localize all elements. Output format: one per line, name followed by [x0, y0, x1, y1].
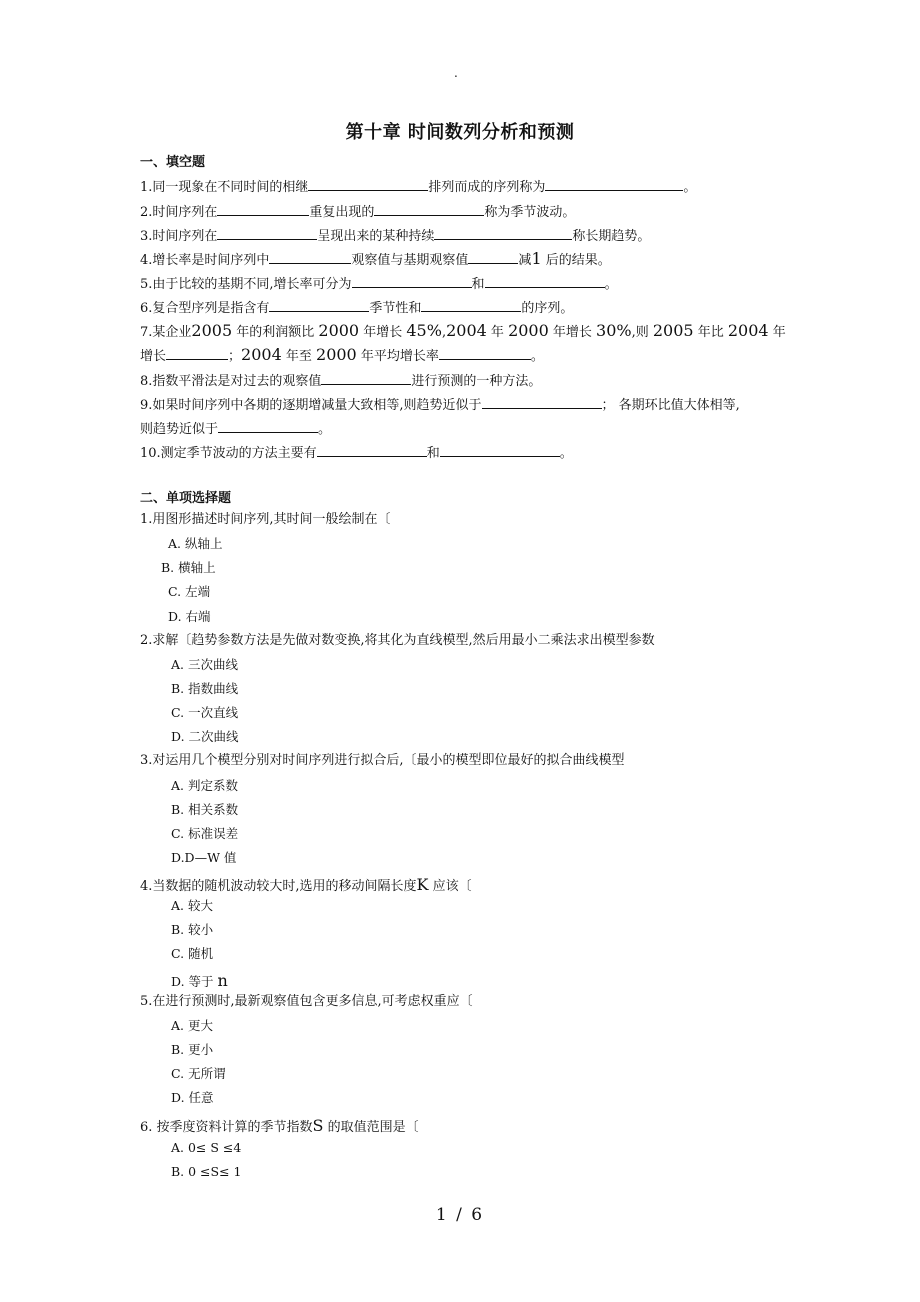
- fill-question-6: 6.复合型序列是指含有 季节性和 的序列。: [140, 298, 573, 318]
- choice-option: D. 二次曲线: [171, 729, 239, 744]
- choice-question-6: 6. 按季度资料计算的季节指数S 的取值范围是〔: [140, 1116, 419, 1135]
- fill-question-8: 8.指数平滑法是对过去的观察值 进行预测的一种方法。: [140, 371, 541, 391]
- blank: [434, 226, 572, 240]
- choice-option: C. 标准误差: [171, 826, 239, 841]
- blank: [308, 177, 428, 191]
- fill-question-7-line-1: 7.某企业2005 年的利润额比 2000 年增长 45%,2004 年 2000 年增长 30%,则 2005 年比 2004 年: [140, 321, 786, 340]
- fill-question-2: 2.时间序列在 重复出现的 称为季节波动。: [140, 202, 575, 222]
- choice-option: B. 较小: [171, 922, 214, 937]
- choice-option: B. 更小: [171, 1042, 214, 1057]
- blank: [269, 298, 369, 312]
- choice-option: D. 任意: [171, 1090, 214, 1105]
- choice-option: C. 随机: [171, 946, 214, 961]
- blank: [485, 274, 605, 288]
- fill-question-1: 1.同一现象在不同时间的相继 排列而成的序列称为 。: [140, 177, 696, 197]
- choice-option: A. 纵轴上: [168, 536, 223, 551]
- blank: [545, 177, 683, 191]
- page-number: 1 / 6: [435, 1205, 485, 1225]
- blank: [482, 395, 602, 409]
- choice-option: B. 0 ≤S≤ 1: [171, 1164, 242, 1179]
- fill-question-10: 10.测定季节波动的方法主要有 和 。: [140, 443, 573, 463]
- choice-option: D. 右端: [168, 609, 211, 624]
- choice-option: A. 较大: [171, 898, 213, 913]
- fill-question-9-line-2: 则趋势近似于 。: [140, 419, 331, 439]
- fill-question-9-line-1: 9.如果时间序列中各期的逐期增减量大致相等,则趋势近似于 ； 各期环比值大体相等,: [140, 395, 740, 415]
- header-dot: .: [454, 66, 458, 80]
- blank: [352, 274, 472, 288]
- choice-question-4: 4.当数据的随机波动较大时,选用的移动间隔长度K 应该〔: [140, 875, 472, 894]
- section-heading-single-choice: 二、单项选择题: [140, 491, 232, 506]
- choice-question-2: 2.求解〔趋势参数方法是先做对数变换,将其化为直线模型,然后用最小二乘法求出模型参数: [140, 633, 655, 648]
- fill-question-5: 5.由于比较的基期不同,增长率可分为 和 。: [140, 274, 618, 294]
- blank: [269, 250, 351, 264]
- blank: [217, 202, 309, 216]
- section-heading-fill-blank: 一、填空题: [140, 155, 206, 170]
- blank: [217, 226, 317, 240]
- blank: [421, 298, 521, 312]
- choice-question-3: 3.对运用几个模型分别对时间序列进行拟合后,〔最小的模型即位最好的拟合曲线模型: [140, 753, 625, 768]
- page-title: 第十章 时间数列分析和预测: [345, 122, 575, 143]
- blank: [218, 419, 318, 433]
- choice-question-1: 1.用图形描述时间序列,其时间一般绘制在〔: [140, 512, 391, 527]
- fill-question-7-line-2: 增长 ；2004 年至 2000 年平均增长率 。: [140, 345, 544, 364]
- fill-question-4: 4.增长率是时间序列中 观察值与基期观察值 减1 后的结果。: [140, 249, 611, 268]
- blank: [321, 371, 411, 385]
- choice-option: B. 指数曲线: [171, 681, 239, 696]
- choice-option: C. 左端: [168, 584, 211, 599]
- choice-option: D.D—W 值: [171, 850, 237, 865]
- blank: [439, 346, 531, 360]
- blank: [440, 443, 560, 457]
- choice-option: C. 一次直线: [171, 705, 239, 720]
- choice-option: A. 更大: [171, 1018, 213, 1033]
- blank: [468, 250, 518, 264]
- choice-option: D. 等于 n: [171, 971, 228, 990]
- choice-option: C. 无所谓: [171, 1066, 226, 1081]
- choice-option: B. 相关系数: [171, 802, 239, 817]
- choice-option: A. 判定系数: [171, 778, 238, 793]
- blank: [374, 202, 484, 216]
- choice-option: A. 0≤ S ≤4: [171, 1140, 242, 1155]
- choice-option: B. 横轴上: [161, 560, 216, 575]
- fill-question-3: 3.时间序列在 呈现出来的某种持续 称长期趋势。: [140, 226, 650, 246]
- blank: [166, 346, 228, 360]
- choice-option: A. 三次曲线: [171, 657, 238, 672]
- blank: [317, 443, 427, 457]
- choice-question-5: 5.在进行预测时,最新观察值包含更多信息,可考虑权重应〔: [140, 994, 473, 1009]
